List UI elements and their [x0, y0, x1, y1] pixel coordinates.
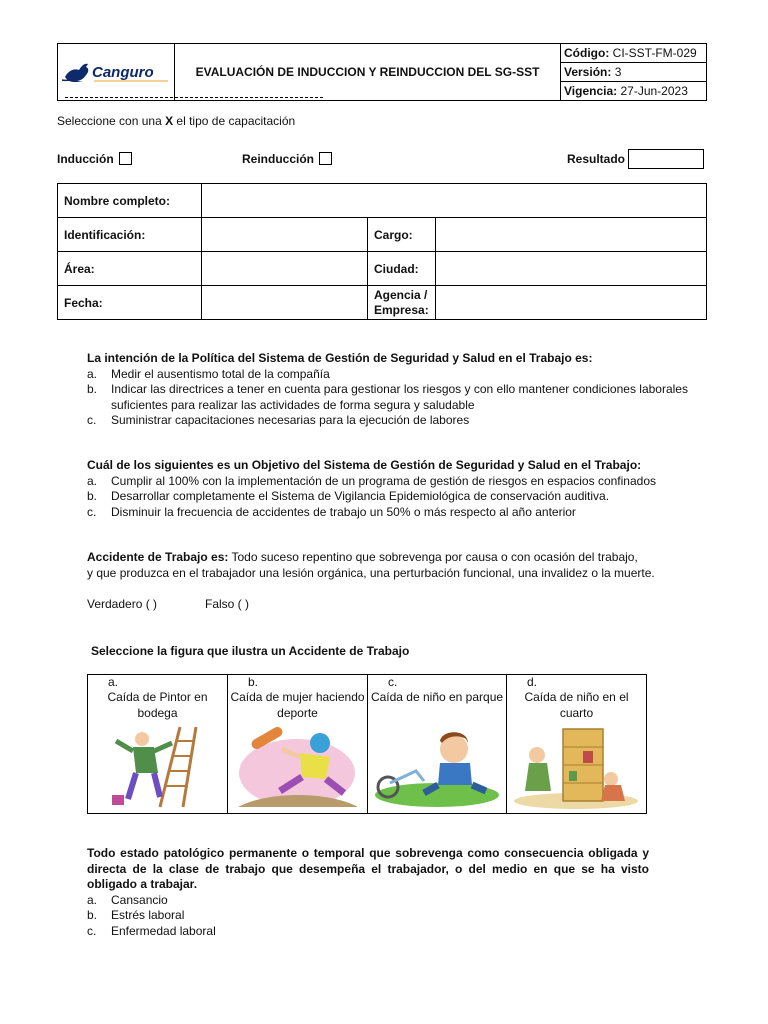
validity-cell: Vigencia: 27-Jun-2023 — [561, 82, 707, 101]
figures-table — [87, 674, 647, 814]
question-3-title: Accidente de Trabajo es: — [87, 550, 229, 564]
question-2-option-c[interactable]: c. Disminuir la frecuencia de accidentes de trabajo un 50% o más respecto al año anterior — [87, 504, 576, 519]
figure-a-caption: Caída de Pintor en bodega — [107, 690, 208, 720]
falling-child-room-icon — [507, 721, 646, 813]
document-title: EVALUACIÓN DE INDUCCION Y REINDUCCION DEL SG-SST — [175, 44, 561, 101]
question-3: Accidente de Trabajo es: Todo suceso repentino que sobrevenga por causa o con ocasión del trabajo, y que produzca en el trabajador una lesión orgánica, una perturbación funcional, una invalidez o la muerte. — [87, 550, 655, 580]
result-label: Resultado — [567, 152, 626, 166]
figure-d[interactable]: d. Caída de niño en el cuarto — [507, 675, 647, 814]
induction-checkbox[interactable] — [119, 152, 132, 165]
validity-value: 27-Jun-2023 — [620, 84, 688, 98]
agency-label: Agencia / Empresa: — [368, 286, 436, 320]
question-5-option-c[interactable]: c. Enfermedad laboral — [87, 923, 216, 938]
agency-field[interactable] — [435, 286, 706, 320]
full-name-field[interactable] — [202, 184, 707, 218]
option-reinduction: Reinducción — [242, 152, 332, 166]
falling-child-bike-icon — [368, 721, 506, 813]
figure-b[interactable]: b. Caída de mujer haciendo deporte — [228, 675, 368, 814]
city-label: Ciudad: — [368, 252, 436, 286]
question-2-title: Cuál de los siguientes es un Objetivo del Sistema de Gestión de Seguridad y Salud en el Trabajo: — [87, 458, 642, 472]
question-5 — [87, 846, 649, 939]
question-1-title: La intención de la Política del Sistema de Gestión de Seguridad y Salud en el Trabajo es: — [87, 351, 593, 365]
figure-c[interactable]: c. Caída de niño en parque — [368, 675, 507, 814]
falling-skater-icon — [228, 721, 367, 813]
personal-info-table — [57, 183, 707, 320]
question-1 — [87, 351, 737, 429]
area-label: Área: — [58, 252, 202, 286]
figure-a[interactable]: a. Caída de Pintor en bodega — [88, 675, 228, 814]
question-1-option-a[interactable]: a. Medir el ausentismo total de la compañía — [87, 366, 330, 381]
city-field[interactable] — [435, 252, 706, 286]
question-1-option-c[interactable]: c. Suministrar capacitaciones necesarias para la ejecución de labores — [87, 413, 470, 427]
svg-text:Canguro: Canguro — [92, 64, 154, 81]
position-label: Cargo: — [368, 218, 436, 252]
question-2 — [87, 458, 737, 520]
figure-d-caption: Caída de niño en el cuarto — [524, 690, 629, 720]
identification-label: Identificación: — [58, 218, 202, 252]
falling-painter-ladder-icon — [88, 721, 227, 813]
code-value: CI-SST-FM-029 — [612, 46, 697, 60]
position-field[interactable] — [435, 218, 706, 252]
question-1-option-b[interactable]: b. Indicar las directrices a tener en cuenta para gestionar los riesgos y con ello mantener condiciones laborales suficientes para realizar las actividades de forma segura y saludable — [87, 382, 688, 412]
kangaroo-logo-icon — [58, 44, 174, 97]
date-label: Fecha: — [58, 286, 202, 320]
code-cell: Código: CI-SST-FM-029 — [561, 44, 707, 63]
question-5-option-b[interactable]: b. Estrés laboral — [87, 908, 185, 922]
question-5-option-a[interactable]: a. Cansancio — [87, 892, 168, 907]
true-option[interactable]: Verdadero ( ) — [87, 597, 158, 611]
figure-c-caption: Caída de niño en parque — [370, 690, 504, 704]
question-2-option-a[interactable]: a. Cumplir al 100% con la implementación de un programa de gestión de riesgos en espacios confinados — [87, 473, 656, 488]
area-field[interactable] — [202, 252, 368, 286]
question-2-option-b[interactable]: b. Desarrollar completamente el Sistema de Vigilancia Epidemiológica de conservación auditiva. — [87, 489, 610, 503]
false-option[interactable]: Falso ( ) — [205, 597, 250, 611]
document-header — [57, 43, 707, 101]
figure-b-caption: Caída de mujer haciendo deporte — [230, 690, 365, 720]
option-induction: Inducción — [57, 152, 132, 166]
question-5-title: Todo estado patológico permanente o temporal que sobrevenga como consecuencia obligada y directa de la clase de trabajo que desempeña el trabajador, o del medio en que se ha visto obligado a trabajar. — [87, 846, 649, 891]
version-cell: Versión: 3 — [561, 63, 707, 82]
question-4-title: Seleccione la figura que ilustra un Accidente de Trabajo — [91, 644, 410, 658]
identification-field[interactable] — [202, 218, 368, 252]
result-field[interactable] — [628, 149, 704, 169]
instruction-text: Seleccione con una X el tipo de capacitación — [57, 114, 296, 128]
full-name-label: Nombre completo: — [58, 184, 202, 218]
reinduction-checkbox[interactable] — [319, 152, 332, 165]
dashed-divider — [65, 97, 323, 98]
version-value: 3 — [614, 65, 622, 79]
logo-cell — [58, 44, 175, 101]
date-field[interactable] — [202, 286, 368, 320]
